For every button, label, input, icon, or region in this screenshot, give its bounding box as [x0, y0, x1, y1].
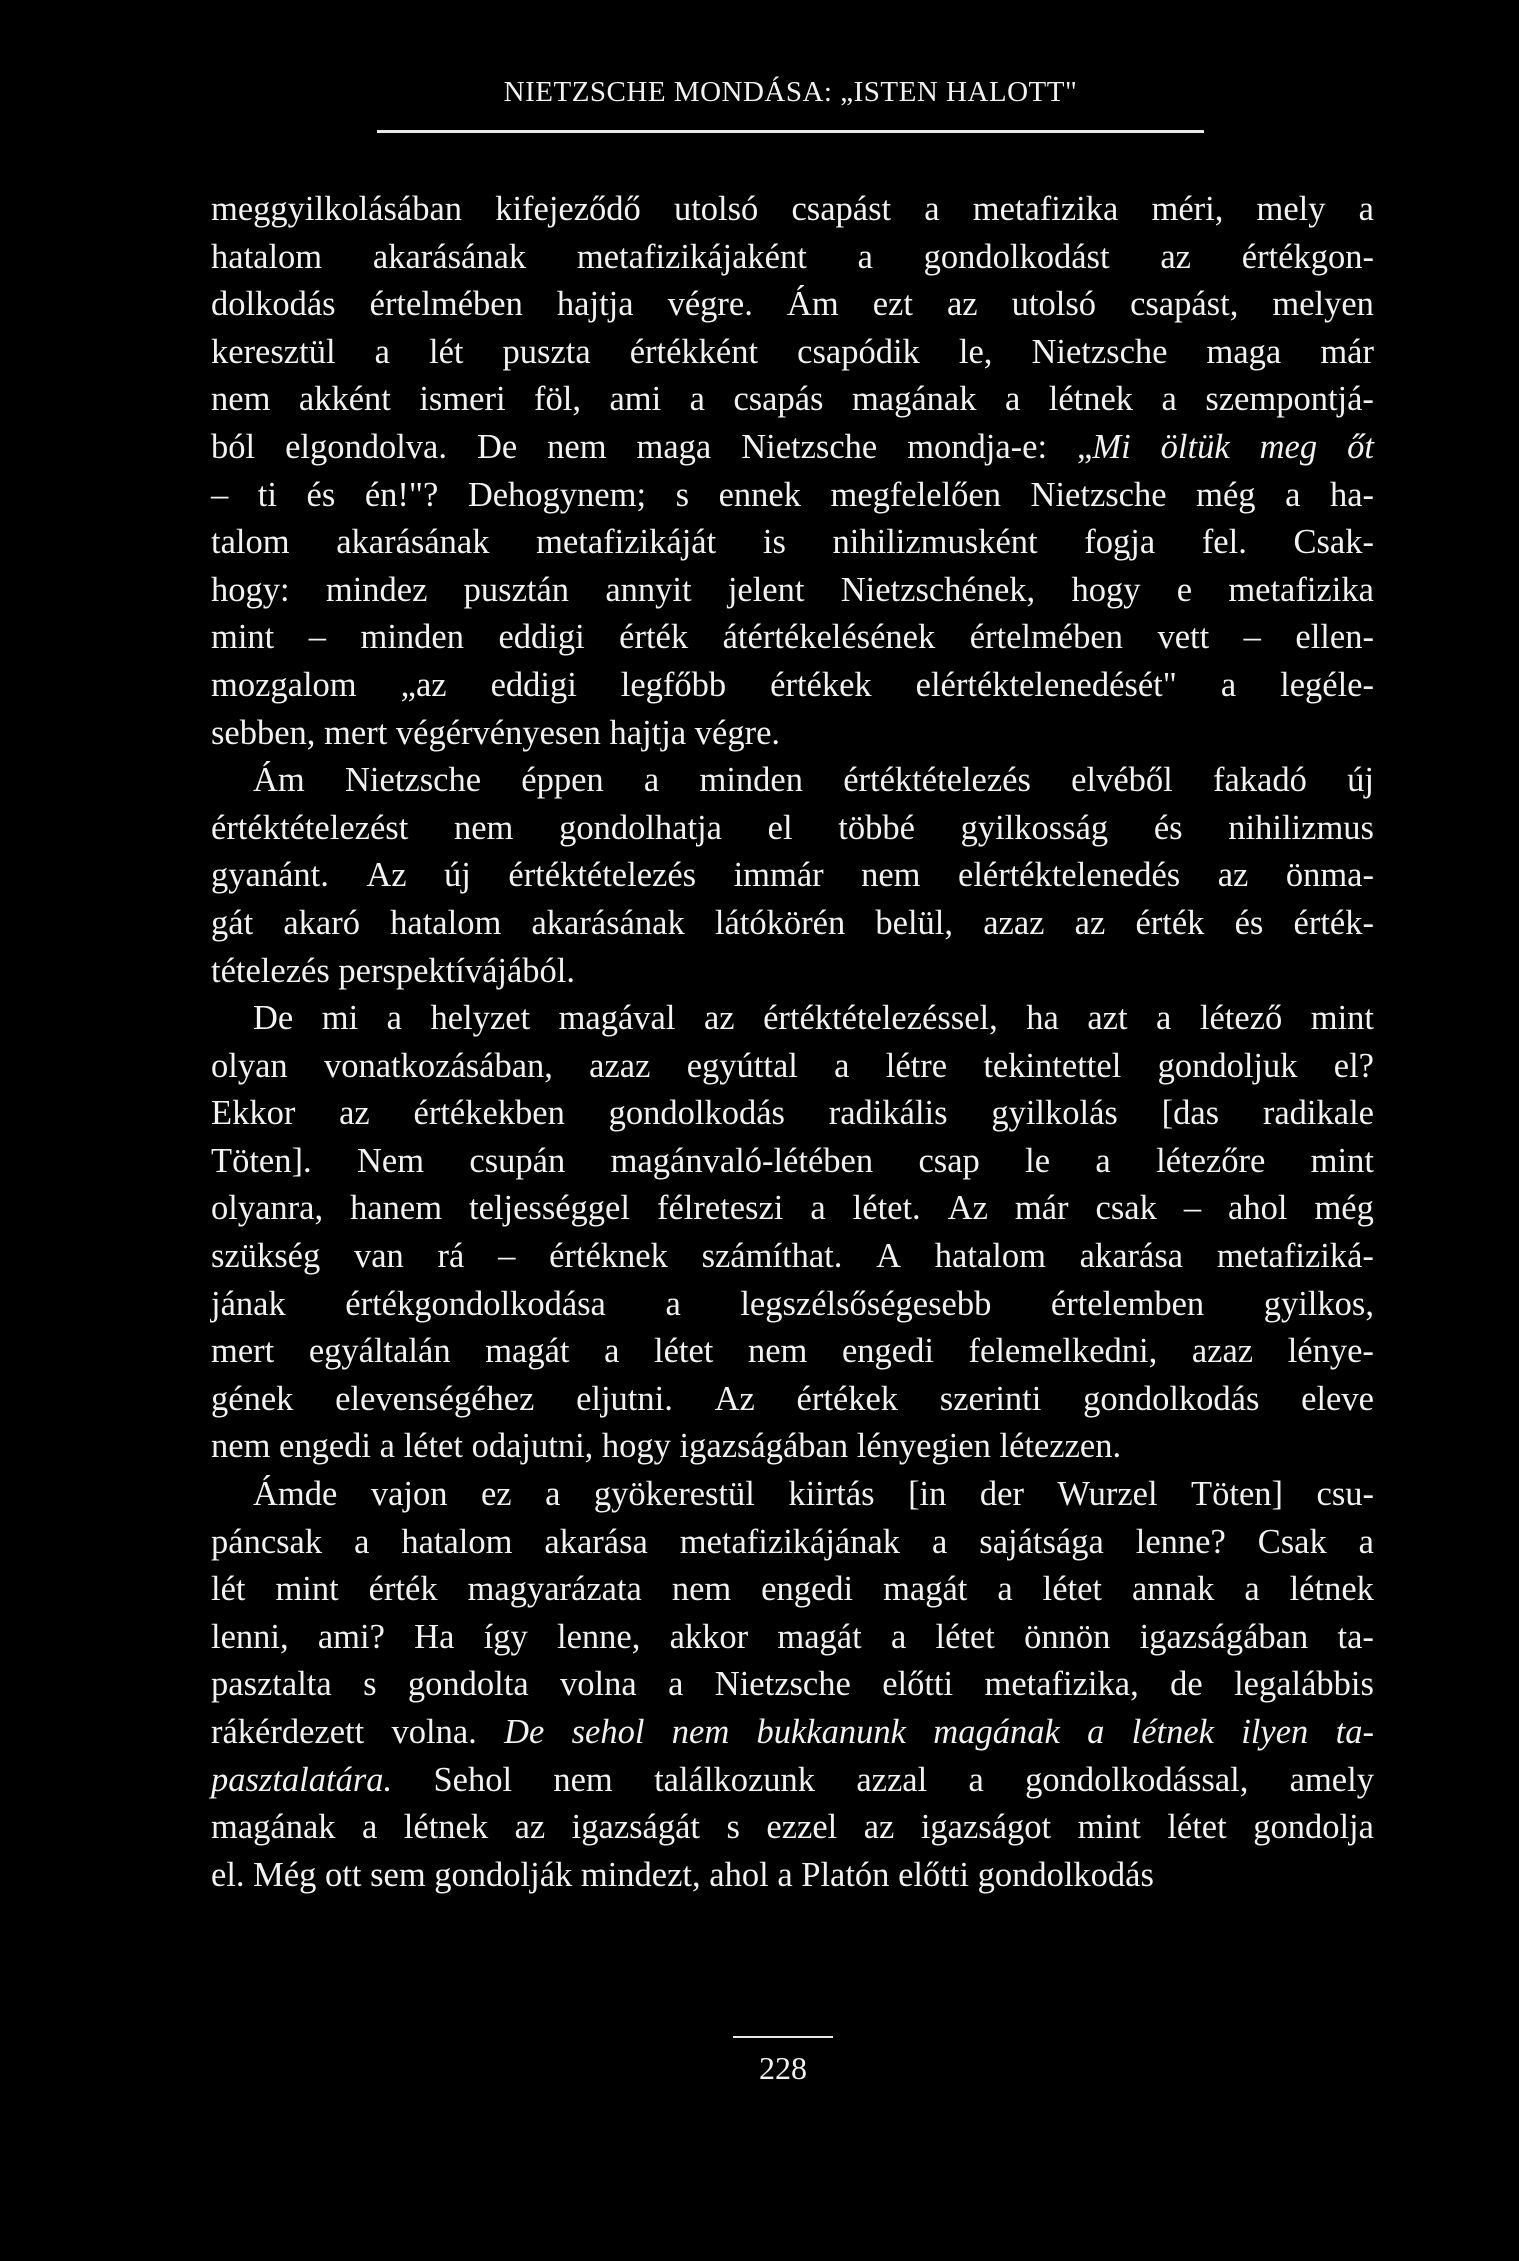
- text-line: ból elgondolva. De nem maga Nietzsche mondja-e: „Mi öltük meg őt: [211, 427, 1374, 466]
- text-line: lenni, ami? Ha így lenne, akkor magát a létet önnön igazságában ta-: [211, 1617, 1374, 1656]
- body-text: [211, 186, 1374, 1899]
- text-line: nem engedi a létet odajutni, hogy igazságában lényegien létezzen.: [211, 1427, 1122, 1466]
- text-line: páncsak a hatalom akarása metafizikájának a sajátsága lenne? Csak a: [211, 1522, 1374, 1561]
- text-line: olyanra, hanem teljességgel félreteszi a létet. Az már csak – ahol még: [211, 1189, 1374, 1228]
- header-rule: [377, 130, 1204, 133]
- text-line: magának a létnek az igazságát s ezzel az igazságot mint létet gondolja: [211, 1808, 1374, 1847]
- text-line: gát akaró hatalom akarásának látókörén belül, azaz az érték és érték-: [211, 903, 1374, 942]
- text-line: olyan vonatkozásában, azaz egyúttal a létre tekintettel gondoljuk el?: [211, 1046, 1374, 1085]
- text-line: jának értékgondolkodása a legszélsőségesebb értelemben gyilkos,: [211, 1284, 1374, 1323]
- text-line: értéktételezést nem gondolhatja el többé gyilkosság és nihilizmus: [211, 808, 1374, 847]
- text-line: De mi a helyzet magával az értéktételezéssel, ha azt a létező mint: [253, 999, 1374, 1038]
- text-line: hatalom akarásának metafizikájaként a gondolkodást az értékgon-: [211, 237, 1374, 276]
- text-line: Ekkor az értékekben gondolkodás radikális gyilkolás [das radikale: [211, 1094, 1374, 1133]
- text-line: tételezés perspektívájából.: [211, 951, 576, 990]
- text-line: dolkodás értelmében hajtja végre. Ám ezt az utolsó csapást, melyen: [211, 285, 1374, 324]
- text-line: nem akként ismeri föl, ami a csapás magának a létnek a szempontjá-: [211, 380, 1374, 419]
- text-line: Ámde vajon ez a gyökerestül kiirtás [in der Wurzel Töten] csu-: [253, 1475, 1374, 1514]
- text-line: lét mint érték magyarázata nem engedi magát a létet annak a létnek: [211, 1570, 1374, 1609]
- text-line: sebben, mert végérvényesen hajtja végre.: [211, 713, 781, 752]
- text-line: keresztül a lét puszta értékként csapódik le, Nietzsche maga már: [211, 332, 1374, 371]
- text-line: pasztalatára. Sehol nem találkozunk azzal a gondolkodással, amely: [211, 1760, 1374, 1799]
- text-line: Töten]. Nem csupán magánvaló-létében csap le a létezőre mint: [211, 1141, 1374, 1180]
- text-line: gyanánt. Az új értéktételezés immár nem elértéktelenedés az önma-: [211, 856, 1374, 895]
- text-line: – ti és én!"? Dehogynem; s ennek megfelelően Nietzsche még a ha-: [211, 475, 1374, 514]
- text-line: szükség van rá – értéknek számíthat. A hatalom akarása metafiziká-: [211, 1237, 1374, 1276]
- text-line: pasztalta s gondolta volna a Nietzsche előtti metafizika, de legalábbis: [211, 1665, 1374, 1704]
- text-line: mert egyáltalán magát a létet nem engedi felemelkedni, azaz lénye-: [211, 1332, 1374, 1371]
- text-line: talom akarásának metafizikáját is nihilizmusként fogja fel. Csak-: [211, 523, 1374, 562]
- text-line: gének elevenségéhez eljutni. Az értékek szerinti gondolkodás eleve: [211, 1379, 1374, 1418]
- text-line: rákérdezett volna. De sehol nem bukkanunk magának a létnek ilyen ta-: [211, 1713, 1374, 1751]
- footer-rule: [733, 2036, 833, 2038]
- text-line: el. Még ott sem gondolják mindezt, ahol a Platón előtti gondolkodás: [211, 1855, 1154, 1894]
- text-line: Ám Nietzsche éppen a minden értéktételezés elvéből fakadó új: [253, 761, 1374, 800]
- running-header: NIETZSCHE MONDÁSA: „ISTEN HALOTT": [503, 76, 1078, 108]
- text-line: hogy: mindez pusztán annyit jelent Nietzschének, hogy e metafizika: [211, 570, 1374, 609]
- text-line: mint – minden eddigi érték átértékelésének értelmében vett – ellen-: [211, 618, 1374, 657]
- text-line: mozgalom „az eddigi legfőbb értékek elértéktelenedését" a legéle-: [211, 665, 1374, 704]
- page-number: 228: [759, 2050, 807, 2086]
- text-line: meggyilkolásában kifejeződő utolsó csapást a metafizika méri, mely a: [211, 190, 1374, 228]
